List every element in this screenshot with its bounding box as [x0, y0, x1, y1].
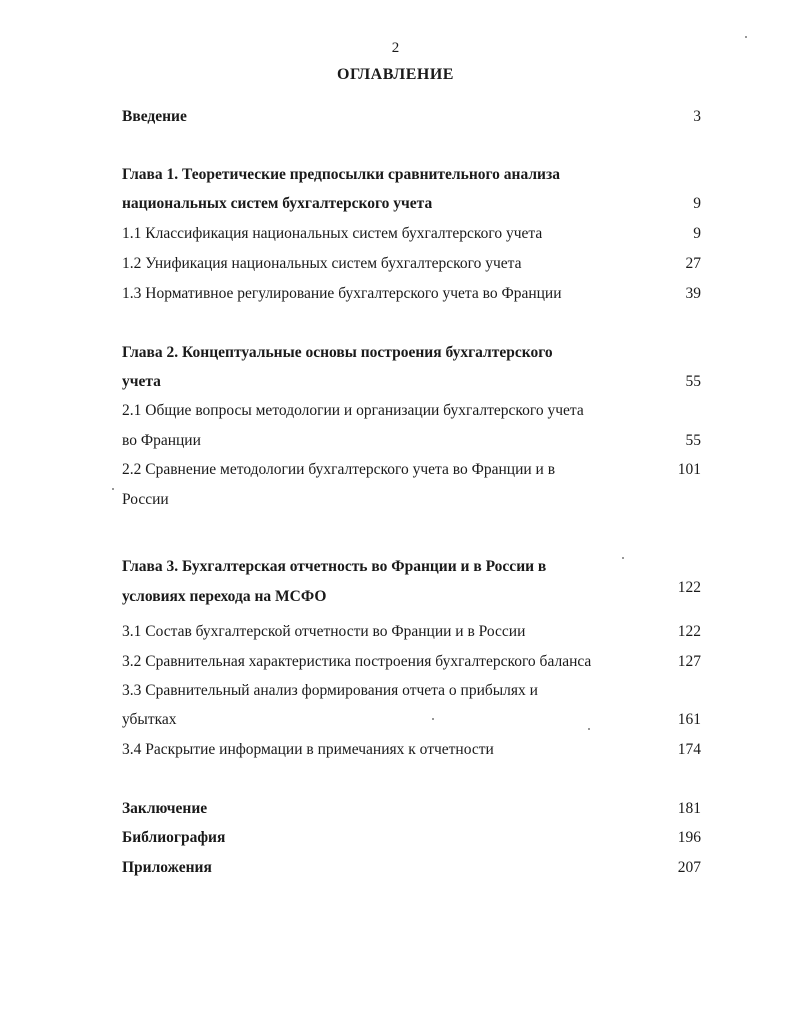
chapter2-page: 55: [685, 373, 701, 390]
section-3-4-page: 174: [677, 741, 701, 758]
chapter3-title-line1: Глава 3. Бухгалтерская отчетность во Франции и в России в: [122, 558, 547, 575]
chapter3-page: 122: [677, 579, 701, 596]
chapter3-title-line2: условиях перехода на МСФО: [122, 588, 327, 605]
section-3-3-line1: 3.3 Сравнительный анализ формирования отчета о прибылях и: [122, 682, 538, 699]
section-1-2: 1.2 Унификация национальных систем бухгалтерского учета: [122, 255, 522, 272]
chapter1-title-line1: Глава 1. Теоретические предпосылки сравнительного анализа: [122, 166, 560, 183]
chapter2-title-line2: учета: [122, 373, 161, 390]
section-3-1-page: 122: [677, 623, 701, 640]
toc-entry-bibliography: Библиография: [122, 829, 226, 846]
chapter1-page: 9: [693, 195, 701, 212]
scan-speck: [622, 557, 624, 559]
toc-entry-conclusion: Заключение: [122, 800, 208, 817]
scan-speck: [112, 488, 114, 490]
toc-entry-appendices: Приложения: [122, 859, 212, 876]
toc-page-intro: 3: [693, 108, 701, 125]
section-1-2-page: 27: [685, 255, 701, 272]
scan-speck: [432, 718, 434, 720]
section-2-2-page: 101: [677, 461, 701, 478]
chapter2-title-line1: Глава 2. Концептуальные основы построения бухгалтерского: [122, 344, 553, 361]
toc-page-appendices: 207: [677, 859, 701, 876]
section-3-2: 3.2 Сравнительная характеристика построения бухгалтерского баланса: [122, 653, 592, 670]
section-3-2-page: 127: [677, 653, 701, 670]
section-1-1-page: 9: [693, 225, 701, 242]
toc-page-conclusion: 181: [677, 800, 701, 817]
chapter1-title-line2: национальных систем бухгалтерского учета: [122, 195, 433, 212]
section-1-1: 1.1 Классификация национальных систем бухгалтерского учета: [122, 225, 543, 242]
section-3-3-line2: убытках: [122, 711, 177, 728]
section-2-2-line1: 2.2 Сравнение методологии бухгалтерского учета во Франции и в: [122, 461, 556, 478]
section-2-1-line2: во Франции: [122, 432, 201, 449]
section-2-1-page: 55: [685, 432, 701, 449]
toc-page-bibliography: 196: [677, 829, 701, 846]
section-3-4: 3.4 Раскрытие информации в примечаниях к отчетности: [122, 741, 494, 758]
section-3-1: 3.1 Состав бухгалтерской отчетности во Франции и в России: [122, 623, 526, 640]
scan-speck: [588, 728, 590, 730]
section-2-2-line2: России: [122, 491, 169, 508]
section-1-3-page: 39: [685, 285, 701, 302]
section-2-1-line1: 2.1 Общие вопросы методологии и организации бухгалтерского учета: [122, 402, 584, 419]
toc-entry-intro: Введение: [122, 108, 187, 125]
section-3-3-page: 161: [677, 711, 701, 728]
toc-title: ОГЛАВЛЕНИЕ: [337, 66, 454, 83]
page-number: 2: [391, 40, 400, 56]
section-1-3: 1.3 Нормативное регулирование бухгалтерского учета во Франции: [122, 285, 562, 302]
scan-speck: [745, 36, 747, 38]
